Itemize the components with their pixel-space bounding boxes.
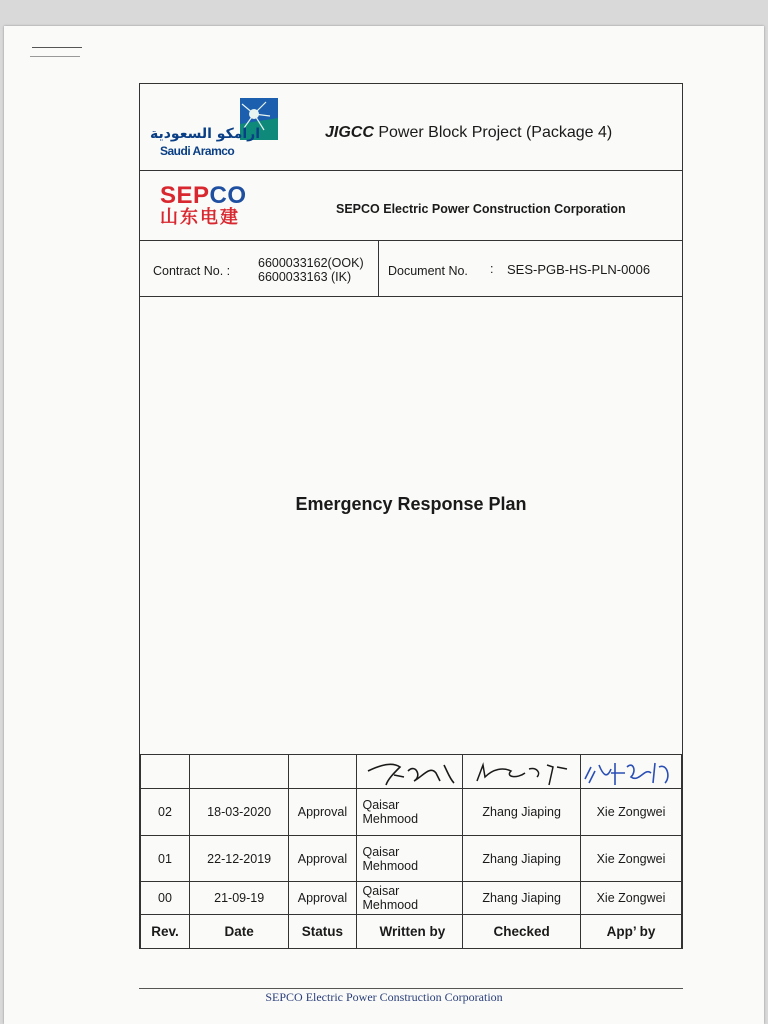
- writer-cell: [356, 882, 463, 915]
- writer-first-name: Qaisar: [362, 884, 400, 898]
- table-row: [141, 836, 682, 882]
- divider: [140, 296, 682, 297]
- approved-cell: Xie Zongwei: [581, 836, 682, 882]
- divider: [140, 170, 682, 171]
- checked-cell: Zhang Jiaping: [463, 882, 581, 915]
- document-number: SES-PGB-HS-PLN-0006: [507, 262, 651, 277]
- checker-signature-cell: [463, 755, 581, 789]
- date-cell: 21-09-19: [189, 882, 288, 915]
- approver-signature: [581, 757, 681, 787]
- date-cell: 22-12-2019: [189, 836, 288, 882]
- rev-cell: 00: [141, 882, 190, 915]
- writer-cell: [356, 836, 463, 882]
- writer-first-name: Qaisar: [362, 798, 400, 812]
- rev-cell: 02: [141, 789, 190, 836]
- document-number-colon: :: [490, 262, 494, 276]
- checked-cell: Zhang Jiaping: [463, 789, 581, 836]
- project-title: [325, 124, 612, 142]
- revision-table: [140, 754, 682, 949]
- header-checked: Checked: [463, 915, 581, 949]
- contract-number-2: 6600033163 (IK): [258, 270, 352, 284]
- sepco-logo-chinese: 山东电建: [160, 207, 240, 228]
- document-number-label: Document No.: [388, 264, 468, 278]
- contract-numbers: [258, 256, 364, 284]
- checker-signature: [467, 757, 577, 787]
- cover-frame: [139, 83, 683, 949]
- rev-cell: 01: [141, 836, 190, 882]
- table-row: [141, 789, 682, 836]
- writer-signature: [364, 757, 460, 787]
- writer-last-name: Mehmood: [362, 812, 419, 826]
- writer-cell: [356, 789, 463, 836]
- staple-mark: [32, 47, 82, 48]
- signature-row: [141, 755, 682, 789]
- header-written-by: Written by: [356, 915, 463, 949]
- aramco-arabic-name: ارامكو السعودية: [150, 126, 261, 142]
- status-cell: Approval: [289, 836, 356, 882]
- aramco-english-name: Saudi Aramco: [160, 144, 235, 158]
- approved-cell: Xie Zongwei: [581, 789, 682, 836]
- company-name: SEPCO Electric Power Construction Corporation: [336, 202, 626, 216]
- writer-signature-cell: [356, 755, 463, 789]
- footer-company-name: SEPCO Electric Power Construction Corporation: [265, 990, 503, 1004]
- document-title: Emergency Response Plan: [295, 494, 527, 514]
- staple-mark-shadow: [30, 56, 80, 57]
- contract-number-1: 6600033162(OOK): [258, 256, 364, 270]
- header-approved-by: App’ by: [581, 915, 682, 949]
- sepco-logo-red: SEP: [160, 182, 210, 209]
- header-date: Date: [189, 915, 288, 949]
- writer-first-name: Qaisar: [362, 844, 400, 859]
- divider: [140, 240, 682, 241]
- checked-cell: Zhang Jiaping: [463, 836, 581, 882]
- header-status: Status: [289, 915, 356, 949]
- date-cell: 18-03-2020: [189, 789, 288, 836]
- approver-signature-cell: [581, 755, 682, 789]
- writer-last-name: Mehmood: [362, 858, 419, 873]
- contract-label: Contract No. :: [153, 264, 231, 278]
- project-name: Power Block Project (Package 4): [373, 124, 613, 141]
- saudi-aramco-logo: [150, 96, 280, 158]
- sepco-logo-blue: CO: [209, 182, 247, 209]
- table-header-row: [141, 915, 682, 949]
- status-cell: Approval: [289, 789, 356, 836]
- approved-cell: Xie Zongwei: [581, 882, 682, 915]
- sepco-logo: [160, 184, 247, 228]
- table-row: [141, 882, 682, 915]
- writer-last-name: Mehmood: [362, 898, 419, 912]
- project-code: JIGCC: [325, 124, 374, 141]
- status-cell: Approval: [289, 882, 356, 915]
- footer-divider: [139, 988, 683, 989]
- divider: [378, 240, 379, 296]
- header-rev: Rev.: [141, 915, 190, 949]
